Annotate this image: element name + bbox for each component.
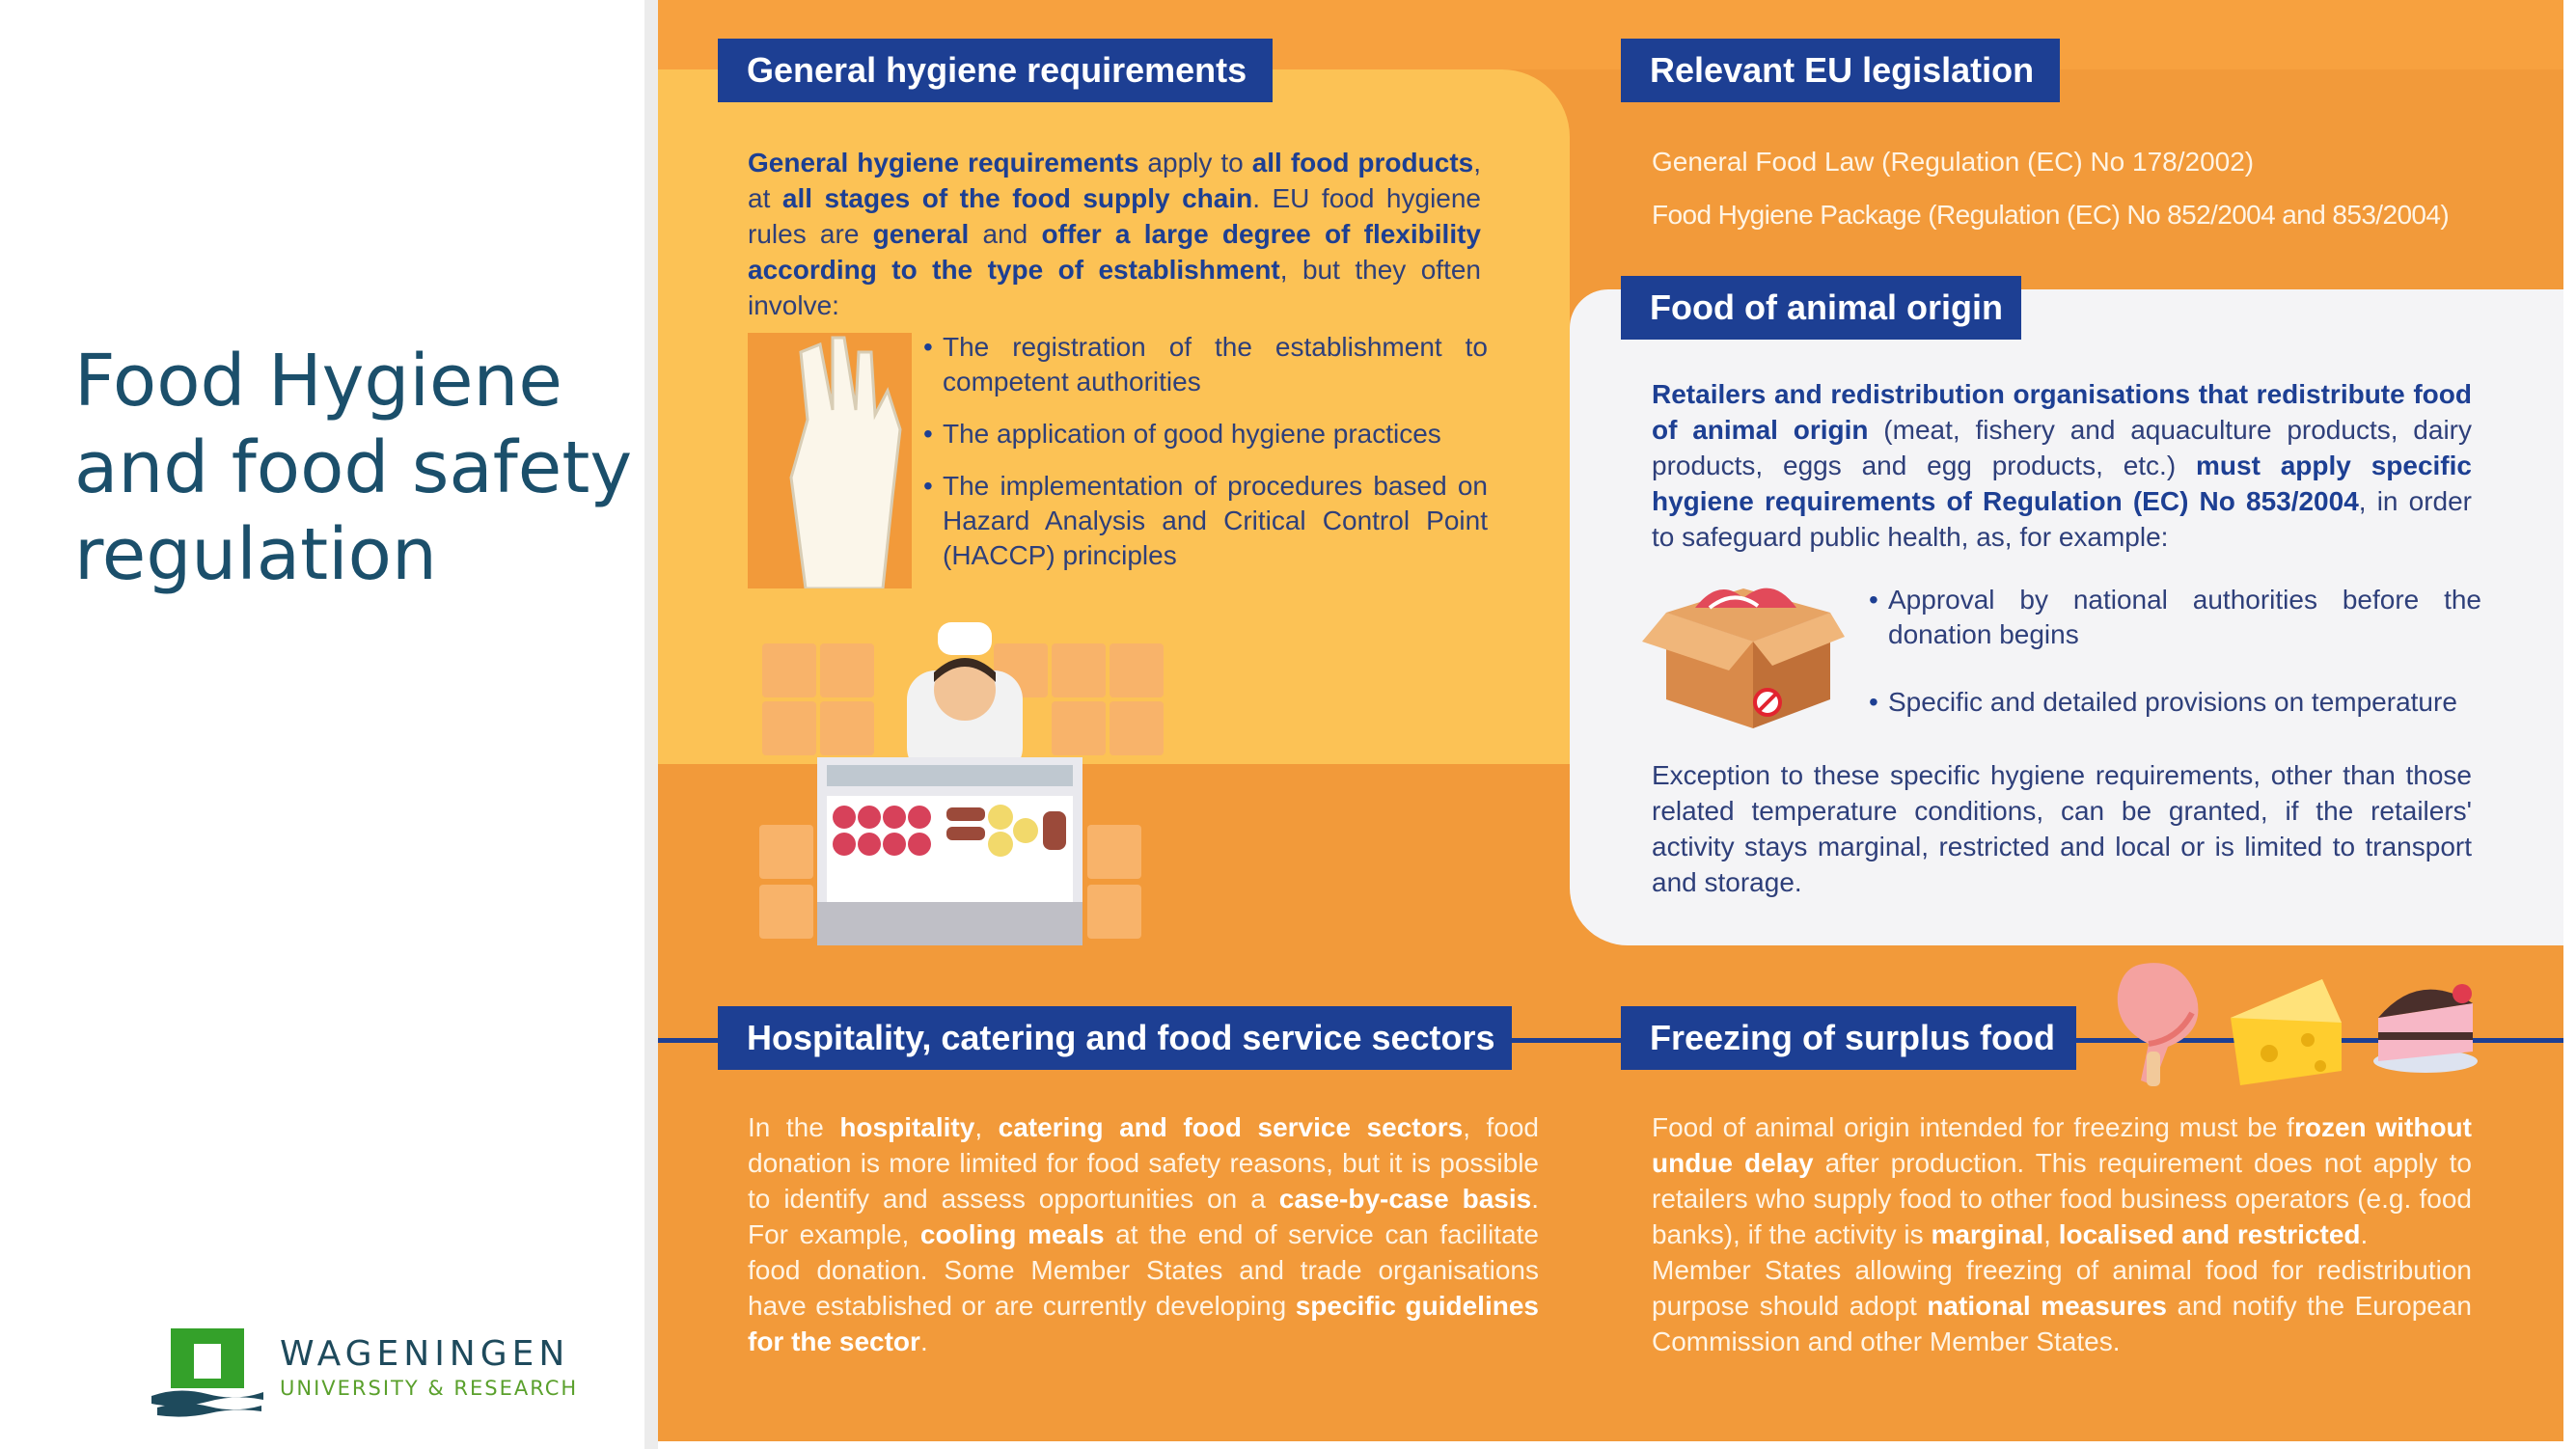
list-item: • The application of good hygiene practices: [923, 417, 1488, 451]
infographic: [658, 0, 2563, 1449]
slide-left-panel: [0, 0, 644, 1449]
emphasis-text: all stages of the food supply chain: [781, 183, 1253, 213]
animal-intro: Retailers and redistribution organisations that redistribute food of animal origin (meat, fishery and aquaculture products, dairy products, eggs and egg products, etc.) must apply specific hygiene requirements of Regulation (EC) No 853/2004, in order to safeguard public health, as, for example:: [1652, 379, 2472, 552]
general-bullets: [923, 330, 1488, 590]
logo-subtitle: UNIVERSITY & RESEARCH: [280, 1377, 579, 1400]
slide-title-line: Food Hygiene: [74, 340, 562, 423]
list-item: • The implementation of procedures based on Hazard Analysis and Critical Control Point (HACCP) principles: [923, 469, 1488, 573]
logo-name: WAGENINGEN: [280, 1334, 570, 1374]
list-item: • Specific and detailed provisions on temperature: [1869, 685, 2481, 720]
emphasis-text: offer a large degree of flexibility according to the type of establishment: [748, 219, 1481, 285]
panel-separator: [644, 0, 658, 1449]
emphasis-text: rozen without undue delay: [1652, 1112, 2472, 1178]
emphasis-text: cooling meals: [919, 1219, 1105, 1249]
emphasis-text: marginal: [1931, 1219, 2044, 1249]
bottom-strip: [658, 1441, 2563, 1449]
heading-animal-origin: Food of animal origin: [1621, 276, 2021, 340]
wageningen-logo-icon: [150, 1326, 265, 1418]
emphasis-text: catering and food service sectors: [998, 1112, 1464, 1142]
legislation-item: Food Hygiene Package (Regulation (EC) No 852/2004 and 853/2004): [1652, 200, 2450, 230]
heading-freezing: Freezing of surplus food: [1621, 1006, 2076, 1070]
emphasis-text: all food products: [1251, 148, 1474, 178]
emphasis-text: must apply specific hygiene requirements of Regulation (EC) No 853/2004: [1652, 451, 2472, 516]
general-intro: General hygiene requirements apply to all food products, at all stages of the food supply chain. EU food hygiene rules are general and offer a large degree of flexibility according to the type of establishment, but they often involve:: [748, 148, 1482, 320]
slide-title-line: and food safety: [74, 426, 633, 509]
emphasis-text: Retailers and redistribution organisations that redistribute food of animal origin: [1652, 379, 2472, 445]
animal-exception: Exception to these specific hygiene requirements, other than those related temperature conditions, can be granted, if the retailers' activity stays marginal, restricted and local or is limited to transport and storage.: [1652, 760, 2472, 897]
cake-icon: [2370, 965, 2481, 1076]
heading-eu-legislation: Relevant EU legislation: [1621, 39, 2060, 102]
wageningen-logo: [150, 1326, 593, 1418]
cheese-icon: [2226, 965, 2346, 1090]
heading-general-hygiene: General hygiene requirements: [718, 39, 1273, 102]
emphasis-text: specific guidelines for the sector: [748, 1291, 1539, 1356]
emphasis-text: localised and restricted: [2058, 1219, 2361, 1249]
emphasis-text: hospitality: [839, 1112, 975, 1142]
display-case-illustration: [759, 757, 1165, 945]
slide-title: [74, 338, 644, 598]
legislation-item: General Food Law (Regulation (EC) No 178/2002): [1652, 147, 2255, 177]
hospitality-body: In the hospitality, catering and food service sectors, food donation is more limited for food safety reasons, but it is possible to identify and assess opportunities on a case-by-case basis. For example, cooling meals at the end of service can facilitate food donation. Some Member States and trade organisations have established or are currently developing specific guidelines for the sector.: [748, 1112, 1539, 1356]
emphasis-text: General hygiene requirements: [748, 148, 1139, 178]
animal-bullets: [1869, 583, 2481, 720]
meat-box-illustration: [1637, 569, 1850, 733]
emphasis-text: case-by-case basis: [1278, 1184, 1532, 1214]
list-item: • Approval by national authorities before the donation begins: [1869, 583, 2481, 652]
glove-illustration: [748, 333, 912, 588]
emphasis-text: general: [872, 219, 970, 249]
emphasis-text: national measures: [1927, 1291, 2167, 1321]
slide-title-line: regulation: [74, 513, 437, 596]
ham-icon: [2110, 955, 2216, 1090]
heading-hospitality: Hospitality, catering and food service sectors: [718, 1006, 1512, 1070]
freezing-body: Food of animal origin intended for freezing must be frozen without undue delay after production. This requirement does not apply to retailers who supply food to other food business operators (e.g. food banks), if the activity is marginal, localised and restricted. Member States allowing freezing of animal food for redistribution purpose should adopt national measures and notify the European Commission and other Member States.: [1652, 1112, 2472, 1356]
list-item: • The registration of the establishment to competent authorities: [923, 330, 1488, 399]
